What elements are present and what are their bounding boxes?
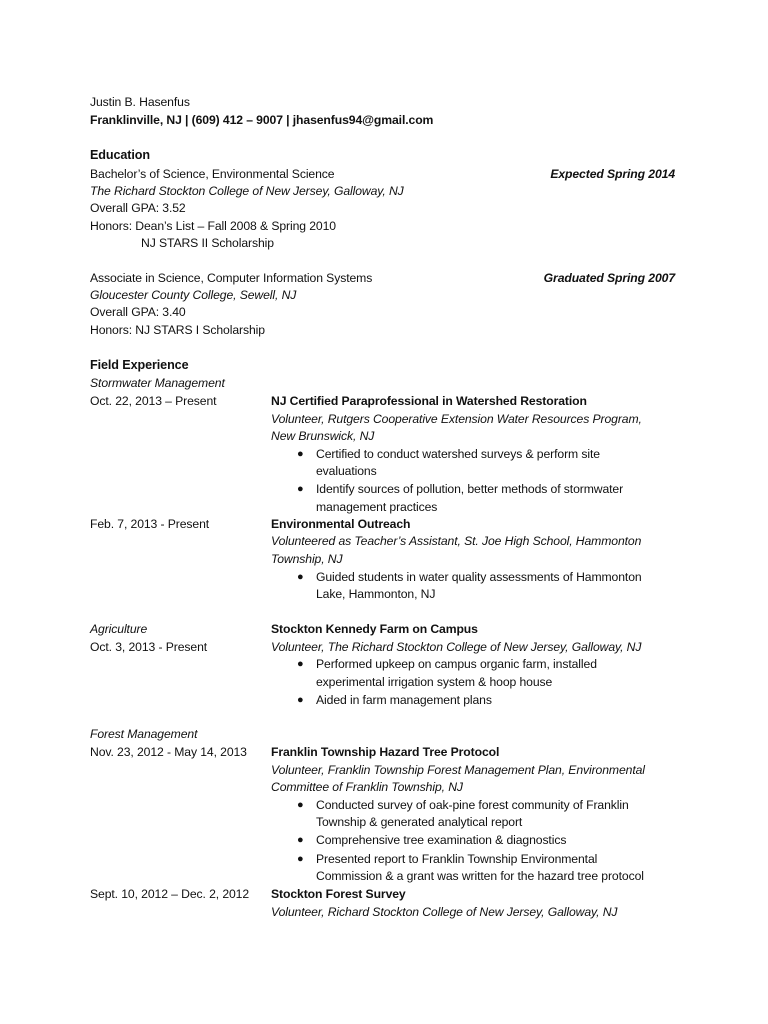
- bullet-text: Performed upkeep on campus organic farm, installed: [316, 657, 597, 671]
- contact-line: Franklinville, NJ | (609) 412 – 9007 | jhasenfus94@gmail.com: [90, 113, 434, 127]
- experience-org-line: Volunteered as Teacher’s Assistant, St. Joe High School, Hammonton: [271, 534, 642, 548]
- bullet-text: Aided in farm management plans: [316, 693, 492, 707]
- experience-org-line: Volunteer, The Richard Stockton College of New Jersey, Galloway, NJ: [271, 640, 642, 654]
- experience-date: Oct. 3, 2013 - Present: [90, 640, 208, 654]
- experience-org-line: Committee of Franklin Township, NJ: [271, 780, 463, 794]
- bullet-text: evaluations: [316, 464, 377, 478]
- category-forest-management: Forest Management: [90, 727, 198, 741]
- bullet-icon: ●: [297, 571, 304, 583]
- bullet-icon: ●: [297, 834, 304, 846]
- field-experience-heading: Field Experience: [90, 358, 189, 372]
- experience-date: Nov. 23, 2012 - May 14, 2013: [90, 745, 247, 759]
- bullet-text: Conducted survey of oak-pine forest community of Franklin: [316, 798, 629, 812]
- bullet-text: experimental irrigation system & hoop house: [316, 675, 553, 689]
- experience-org-line: Volunteer, Rutgers Cooperative Extension Water Resources Program,: [271, 412, 642, 426]
- school-1: The Richard Stockton College of New Jersey, Galloway, NJ: [90, 184, 404, 198]
- degree-1: Bachelor’s of Science, Environmental Science: [90, 167, 335, 181]
- education-heading: Education: [90, 148, 150, 162]
- gpa-1: Overall GPA: 3.52: [90, 201, 186, 215]
- bullet-icon: ●: [297, 658, 304, 670]
- honors-1-extra: NJ STARS II Scholarship: [141, 236, 274, 250]
- bullet-icon: ●: [297, 799, 304, 811]
- bullet-text: Commission & a grant was written for the hazard tree protocol: [316, 869, 644, 883]
- category-agriculture: Agriculture: [90, 622, 148, 636]
- bullet-icon: ●: [297, 694, 304, 706]
- honors-2: Honors: NJ STARS I Scholarship: [90, 323, 265, 337]
- bullet-text: Comprehensive tree examination & diagnostics: [316, 833, 567, 847]
- bullet-icon: ●: [297, 483, 304, 495]
- experience-org-line: Volunteer, Franklin Township Forest Management Plan, Environmental: [271, 763, 645, 777]
- experience-title: Environmental Outreach: [271, 517, 411, 531]
- bullet-text: Township & generated analytical report: [316, 815, 523, 829]
- experience-org-line: Volunteer, Richard Stockton College of New Jersey, Galloway, NJ: [271, 905, 618, 919]
- experience-title: Stockton Kennedy Farm on Campus: [271, 622, 478, 636]
- bullet-icon: ●: [297, 853, 304, 865]
- honors-1: Honors: Dean’s List – Fall 2008 & Spring 2010: [90, 219, 336, 233]
- experience-date: Feb. 7, 2013 - Present: [90, 517, 210, 531]
- bullet-text: Guided students in water quality assessments of Hammonton: [316, 570, 642, 584]
- experience-date: Sept. 10, 2012 – Dec. 2, 2012: [90, 887, 250, 901]
- experience-org-line: Township, NJ: [271, 552, 343, 566]
- degree-2: Associate in Science, Computer Information Systems: [90, 271, 373, 285]
- degree-2-date: Graduated Spring 2007: [543, 271, 675, 285]
- bullet-text: management practices: [316, 500, 438, 514]
- applicant-name: Justin B. Hasenfus: [90, 95, 190, 109]
- bullet-text: Presented report to Franklin Township Environmental: [316, 852, 598, 866]
- gpa-2: Overall GPA: 3.40: [90, 305, 186, 319]
- bullet-text: Lake, Hammonton, NJ: [316, 587, 436, 601]
- school-2: Gloucester County College, Sewell, NJ: [90, 288, 297, 302]
- bullet-text: Certified to conduct watershed surveys & perform site: [316, 447, 600, 461]
- bullet-text: Identify sources of pollution, better methods of stormwater: [316, 482, 624, 496]
- experience-org-line: New Brunswick, NJ: [271, 429, 375, 443]
- degree-1-date: Expected Spring 2014: [550, 167, 675, 181]
- category-stormwater: Stormwater Management: [90, 376, 225, 390]
- experience-title: Franklin Township Hazard Tree Protocol: [271, 745, 500, 759]
- bullet-icon: ●: [297, 448, 304, 460]
- experience-date: Oct. 22, 2013 – Present: [90, 394, 217, 408]
- experience-title: Stockton Forest Survey: [271, 887, 406, 901]
- experience-title: NJ Certified Paraprofessional in Watershed Restoration: [271, 394, 587, 408]
